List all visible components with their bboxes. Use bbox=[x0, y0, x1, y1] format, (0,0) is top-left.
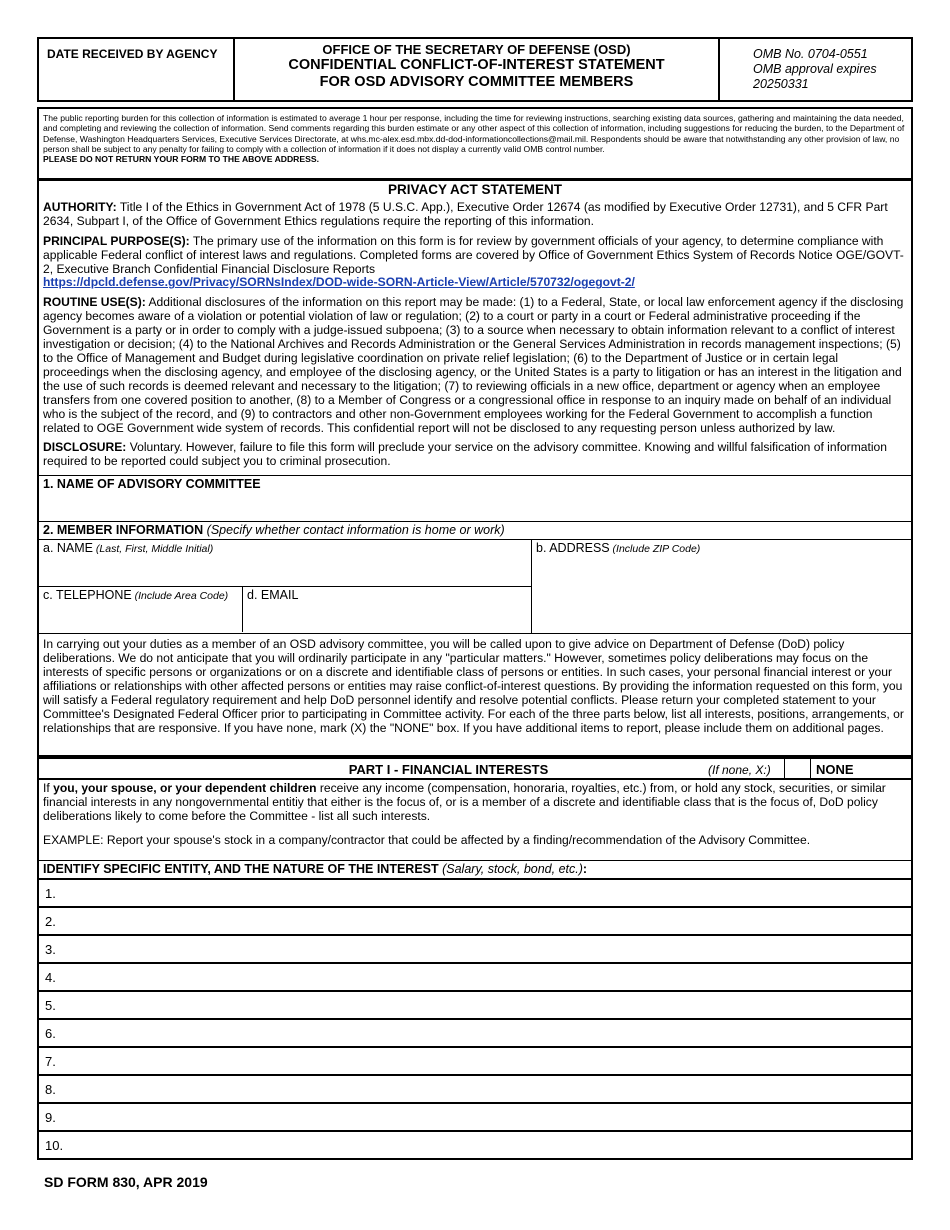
authority-text: Title I of the Ethics in Government Act of 1978 (5 U.S.C. App.), Executive Order 12674 (as modified by Executive Order 12731), and 5 CFR Part 2634, Subpart I, of the Office of Government Ethics regulations require the reporting of this information. bbox=[43, 199, 888, 228]
none-checkbox[interactable] bbox=[784, 759, 811, 778]
interest-line[interactable]: 9. bbox=[39, 1102, 911, 1130]
part1-intro-bold: you, your spouse, or your dependent children bbox=[53, 781, 317, 796]
omb-expires: OMB approval expires bbox=[753, 62, 877, 76]
interest-line[interactable]: 2. bbox=[39, 906, 911, 934]
none-label: NONE bbox=[816, 762, 854, 778]
name-label: a. NAME bbox=[43, 541, 94, 556]
email-field[interactable] bbox=[243, 587, 531, 632]
privacy-heading: PRIVACY ACT STATEMENT bbox=[387, 182, 562, 197]
routine-text: Additional disclosures of the information on this report may be made: (1) to a Federal, State, or local law enforcement agency if the disclosing agency becomes aware of a violation or potential violation of law or regulation; (2) to a court or party in a court or Federal administrative proceeding if the Government is a party or in order to comply with a judge-issued subpoena; (3) to a source when necessary to obtain information relevant to a conflict of interest investigation or decision; (4) to the National Archives and Records Administration or the General Services Administration in records management inspections; (5) to the Office of Management and Budget during legislative coordination on private relief legislation; (6) to the Department of Justice or in certain legal proceedings when the disclosing agency, and employee of the disclosing agency, or the United States is a party to litigation or has an interest in the litigation and the use of such records is deemed relevant and necessary to the litigation; (7) to reviewing officials in a new office, department or agency when an employee transfers from one covered position to another, (8) to a Member of Congress or a congressional office in response to an inquiry made on behalf of an individual who is the subject of the record, and (9) to contractors and other non-Government employees working for the Federal Government to accomplish a function related to OGE Government wide system of records. This confidential report will not be disclosed to any requesting person unless authorized by law. bbox=[43, 295, 904, 435]
authority-label: AUTHORITY: bbox=[43, 199, 117, 214]
routine-label: ROUTINE USE(S): bbox=[43, 295, 146, 310]
interest-line[interactable]: 6. bbox=[39, 1018, 911, 1046]
address-label: b. ADDRESS bbox=[536, 541, 610, 556]
address-field[interactable] bbox=[532, 540, 911, 633]
member-info-hint: (Specify whether contact information is home or work) bbox=[203, 523, 505, 538]
authority-paragraph bbox=[43, 201, 907, 229]
email-label: d. EMAIL bbox=[247, 588, 299, 603]
member-info-header bbox=[39, 521, 911, 539]
committee-name-field[interactable] bbox=[39, 475, 911, 521]
interest-line[interactable]: 1. bbox=[39, 878, 911, 906]
committee-name-label: 1. NAME OF ADVISORY COMMITTEE bbox=[43, 477, 261, 492]
part1-title: PART I - FINANCIAL INTERESTS bbox=[348, 762, 549, 778]
identify-header bbox=[39, 860, 911, 878]
disclosure-text: Voluntary. However, failure to file this form will preclude your service on the advisory committee. Knowing and willful falsification of information required to be reported could subject you to criminal prosecution. bbox=[43, 440, 888, 469]
identify-hint: (Salary, stock, bond, etc.) bbox=[438, 861, 583, 876]
telephone-field[interactable] bbox=[39, 587, 243, 632]
purpose-paragraph bbox=[43, 235, 907, 291]
part1-intro-post: receive any income (compensation, honoraria, royalties, etc.) from, or hold any stock, securities, or similar financial interests in any nongovernmental entitiy that either is the focus of, or is a member of a discrete and identifiable class that is the focus of, DoD policy deliberations likely to come before the Committee - list all such interests. bbox=[43, 781, 886, 824]
purpose-text: The primary use of the information on this form is for review by government officials of your agency, to determine compliance with applicable Federal conflict of interest laws and regulations. Completed forms are covered by Office of Government Ethics System of Records Notice OGE/GOVT-2, Executive Branch Confidential Financial Disclosure Reports bbox=[43, 233, 904, 276]
disclosure-label: DISCLOSURE: bbox=[43, 440, 127, 455]
contact-row bbox=[39, 587, 531, 632]
purpose-label: PRINCIPAL PURPOSE(S): bbox=[43, 233, 190, 248]
routine-paragraph bbox=[43, 296, 907, 435]
member-info-left bbox=[39, 540, 532, 633]
form-body bbox=[37, 178, 913, 1160]
omb-number: OMB No. 0704-0551 bbox=[753, 47, 868, 61]
burden-text: The public reporting burden for this collection of information is estimated to average 1 hour per response, including the time for reviewing instructions, searching existing data sources, gathering and maintaining the data needed, and completing and reviewing the collection of information. Send comments regarding this burden estimate or any other aspect of this collection of information, including suggestions for reducing the burden, to the Department of Defense, Washington Headquarters Services, Executive Services Directorate, at whs.mc-alex.esd.mbx.dd-dod-informationcollections@mail.mil. Respondents should be aware that notwithstanding any other provision of law, no person shall be subject to any penalty for failing to comply with a collection of information if it does not display a currently valid OMB control number. bbox=[43, 113, 905, 154]
sorn-link[interactable]: https://dpcld.defense.gov/Privacy/SORNsIndex/DOD-wide-SORN-Article-View/Article/570732/ogegovt-2/ bbox=[43, 275, 635, 290]
identify-label: IDENTIFY SPECIFIC ENTITY, AND THE NATURE OF THE INTEREST bbox=[43, 861, 439, 876]
privacy-act-statement bbox=[39, 183, 911, 469]
part1-intro bbox=[43, 782, 907, 824]
form-footer: SD FORM 830, APR 2019 bbox=[44, 1174, 208, 1190]
burden-statement bbox=[37, 107, 913, 178]
form-header bbox=[37, 37, 913, 102]
interest-line[interactable]: 5. bbox=[39, 990, 911, 1018]
part1-instructions bbox=[39, 780, 911, 860]
omb-date: 20250331 bbox=[753, 77, 809, 91]
interest-line[interactable]: 4. bbox=[39, 962, 911, 990]
member-info-grid bbox=[39, 539, 911, 633]
form-page bbox=[37, 37, 913, 1160]
name-hint: (Last, First, Middle Initial) bbox=[93, 543, 214, 556]
interest-line[interactable]: 10. bbox=[39, 1130, 911, 1158]
title-line-3: FOR OSD ADVISORY COMMITTEE MEMBERS bbox=[319, 74, 634, 90]
title-line-1: OFFICE OF THE SECRETARY OF DEFENSE (OSD) bbox=[322, 42, 631, 57]
part1-example: EXAMPLE: Report your spouse's stock in a company/contractor that could be affected by a finding/recommendation of the Advisory Committee. bbox=[43, 832, 811, 847]
date-received-field[interactable]: DATE RECEIVED BY AGENCY bbox=[39, 39, 235, 100]
title-line-2: CONFIDENTIAL CONFLICT-OF-INTEREST STATEMENT bbox=[288, 57, 665, 73]
interest-line[interactable]: 3. bbox=[39, 934, 911, 962]
part1-header bbox=[39, 755, 911, 780]
part1-intro-pre: If bbox=[43, 781, 54, 796]
name-field[interactable] bbox=[39, 540, 531, 587]
if-none-note: (If none, X:) bbox=[708, 763, 771, 778]
interest-lines bbox=[39, 878, 911, 1158]
interest-line[interactable]: 7. bbox=[39, 1046, 911, 1074]
interest-line[interactable]: 8. bbox=[39, 1074, 911, 1102]
disclosure-paragraph bbox=[43, 441, 907, 469]
burden-warning: PLEASE DO NOT RETURN YOUR FORM TO THE ABOVE ADDRESS. bbox=[43, 154, 319, 165]
identify-colon: : bbox=[582, 861, 588, 876]
member-info-label: 2. MEMBER INFORMATION bbox=[43, 523, 204, 538]
telephone-hint: (Include Area Code) bbox=[131, 590, 229, 603]
omb-info bbox=[720, 39, 911, 100]
form-title bbox=[235, 39, 720, 100]
telephone-label: c. TELEPHONE bbox=[43, 588, 132, 603]
address-hint: (Include ZIP Code) bbox=[609, 543, 701, 556]
duties-instructions: In carrying out your duties as a member of an OSD advisory committee, you will be called upon to give advice on Department of Defense (DoD) policy deliberations. We do not anticipate that you will ordinarily participate in any "particular matters." However, sometimes policy deliberations may focus on the interests of specific persons or organizations or on a discrete and identifiable class of persons or entities. In such cases, your personal financial interest or your affiliations or relationships with other affected persons or entities may raise conflict-of-interest questions. By providing the information requested on this form, you will satisfy a Federal regulatory requirement and help DoD personnel identify and resolve potential conflicts. Please return your completed statement to your Committee's Designated Federal Officer prior to participating in Committee activity. For each of the three parts below, list all interests, positions, arrangements, or relationships that are responsive. If you have none, mark (X) the "NONE" box. If you have additional items to report, please include them on additional pages. bbox=[39, 633, 911, 755]
